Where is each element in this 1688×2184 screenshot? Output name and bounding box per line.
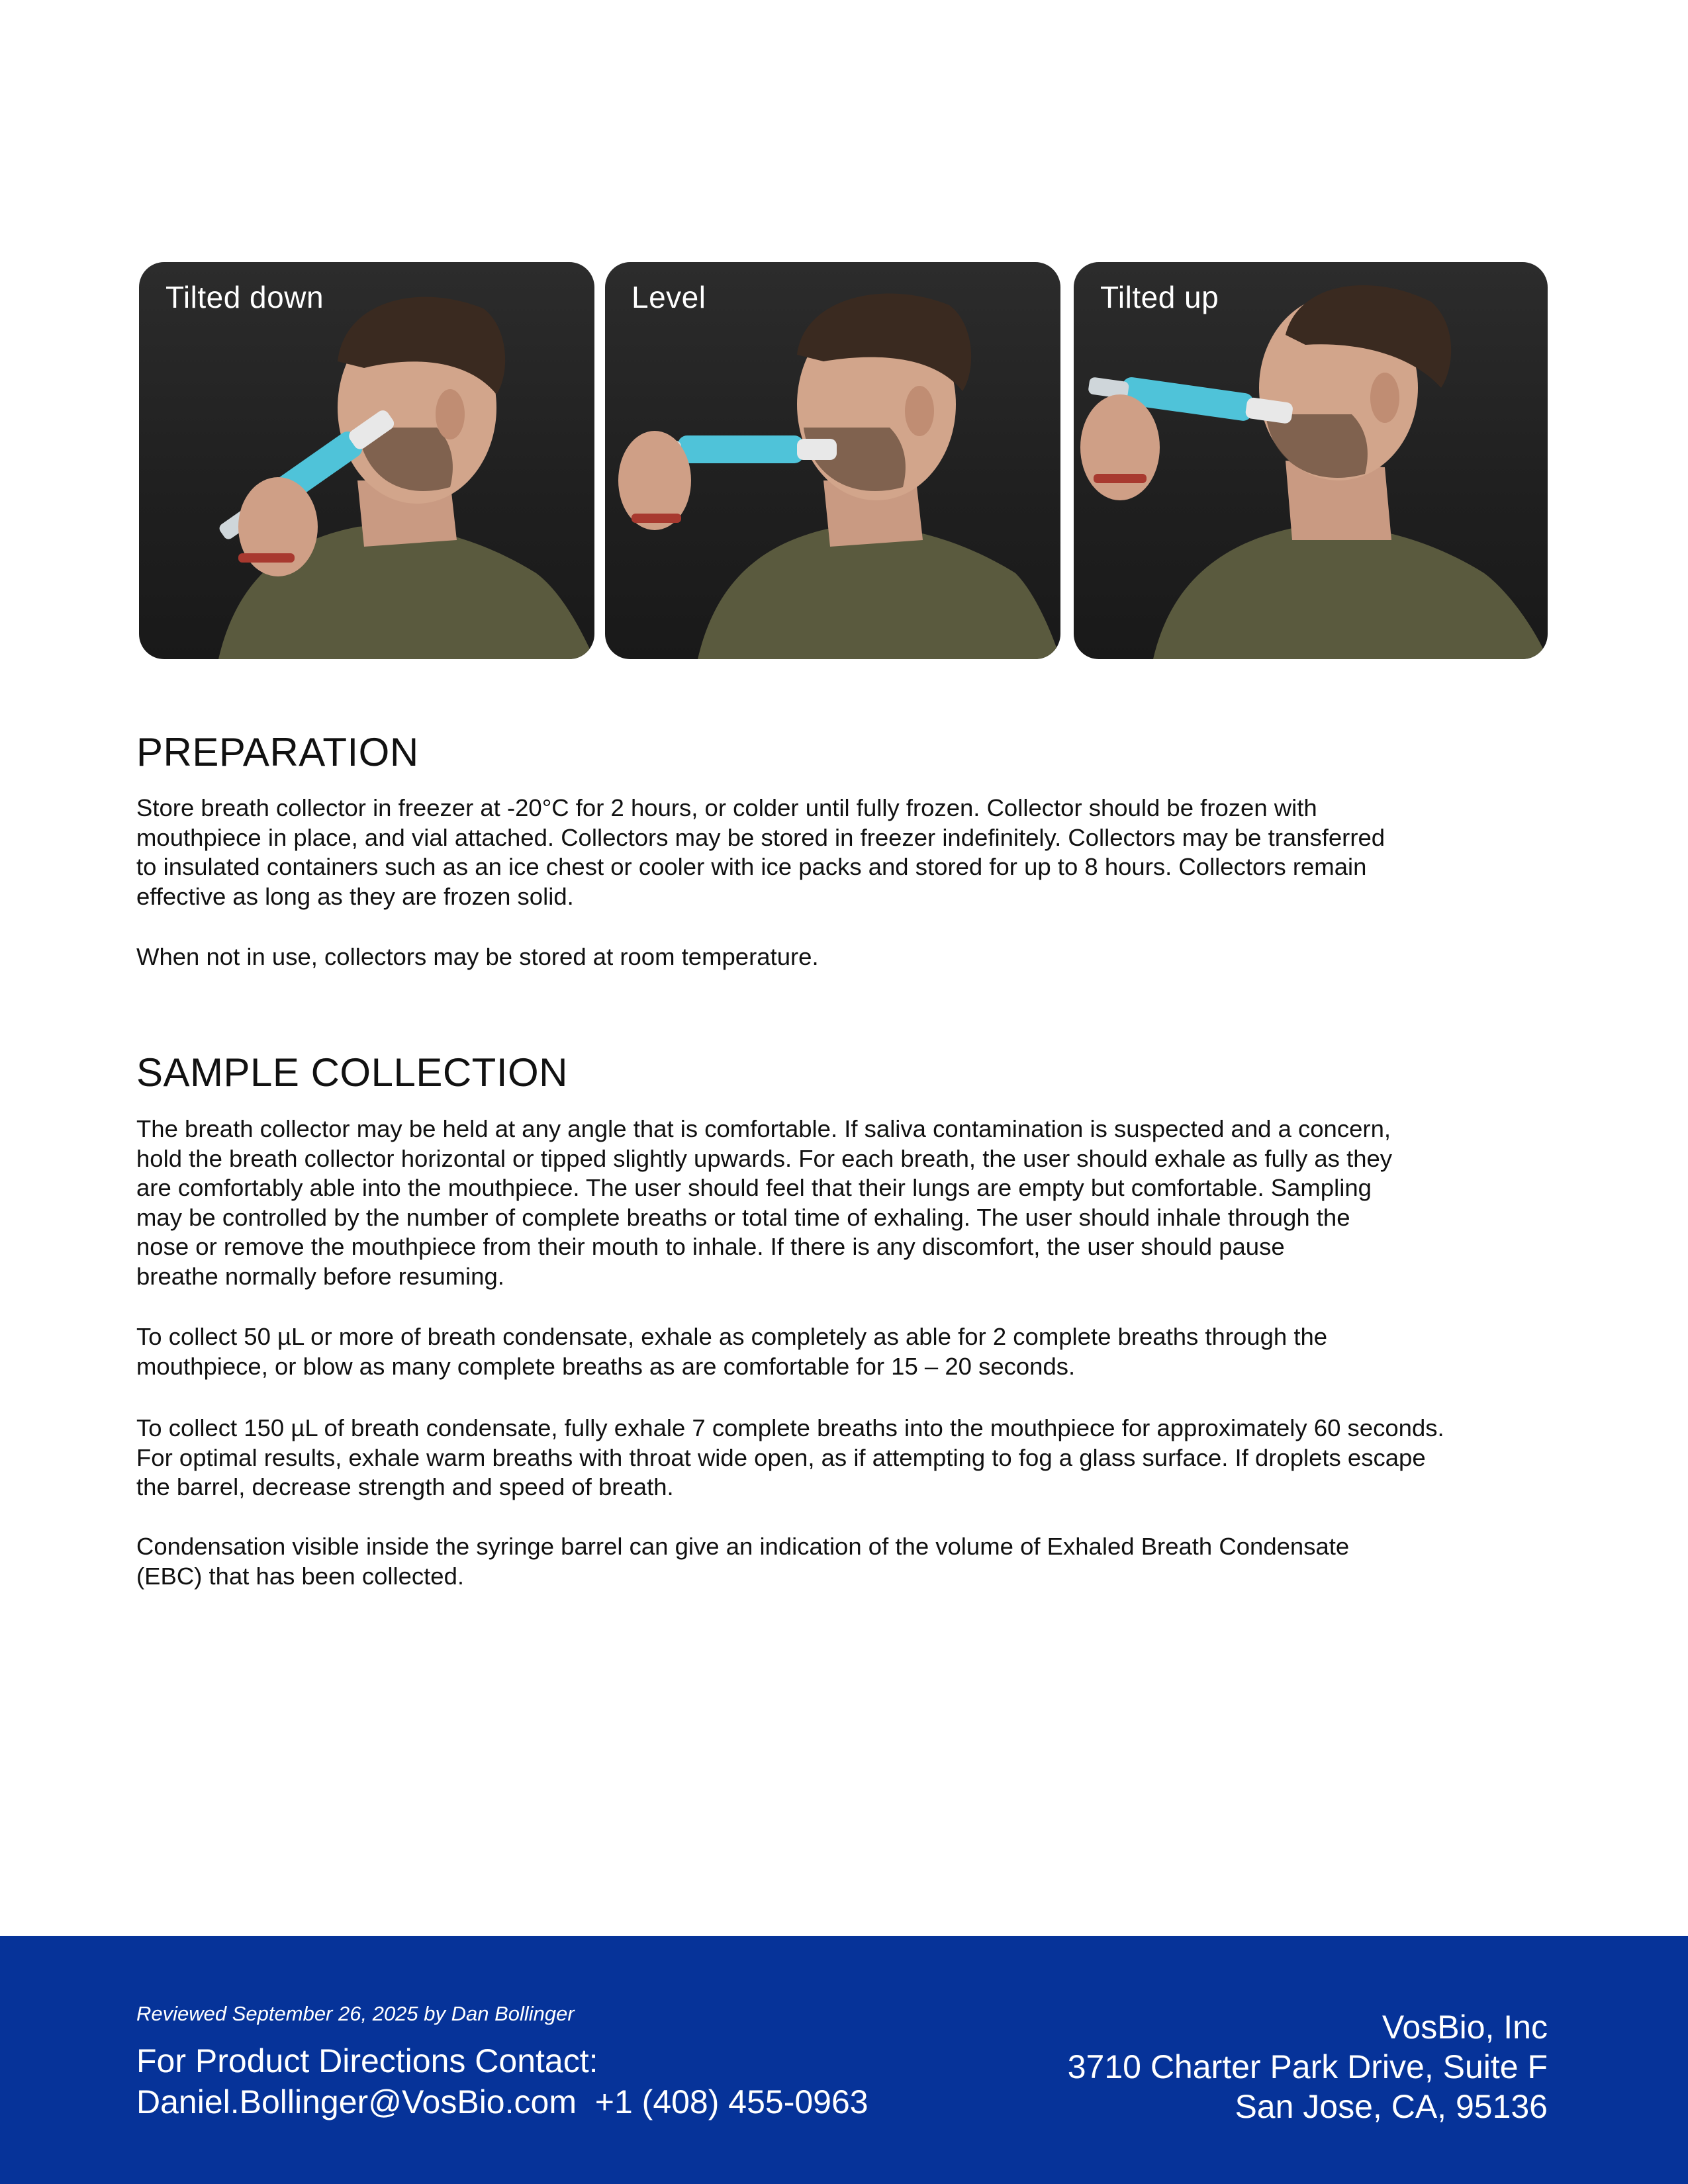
sample-collection-paragraph: To collect 150 µL of breath condensate, fully exhale 7 complete breaths into the mouthpiece for approximately 60 seconds. For optimal results, exhale warm breaths with throat wide open, as if attempting to fog a glass surface. If droplets escape the barrel, decrease strength and speed of breath.	[136, 1414, 1444, 1500]
photo-label-level: Level	[632, 280, 706, 314]
preparation-paragraph: Store breath collector in freezer at -20°C for 2 hours, or colder until fully frozen. Collector should be frozen with mouthpiece in place, and vial attached. Collectors may be stored in freezer indefinitely. Collectors may be transferred to insulated containers such as an ice chest or cooler with ice packs and stored for up to 8 hours. Collectors remain effective as long as they are frozen solid.	[136, 794, 1385, 910]
sample-collection-paragraph: To collect 50 µL or more of breath condensate, exhale as completely as able for 2 complete breaths through the mouthpiece, or blow as many complete breaths as are comfortable for 15 – 20 seconds.	[136, 1323, 1328, 1380]
preparation-paragraph: When not in use, collectors may be stored at room temperature.	[136, 943, 819, 970]
photo-tilted-up	[1074, 262, 1548, 659]
person-tilted-down-illustration	[139, 262, 594, 659]
reviewed-note: Reviewed September 26, 2025 by Dan Bollinger	[136, 2002, 575, 2025]
person-tilted-up-illustration	[1074, 262, 1548, 659]
photo-tilted-down	[139, 262, 594, 659]
sample-collection-heading: SAMPLE COLLECTION	[136, 1050, 569, 1095]
email-link[interactable]: Daniel.Bollinger@VosBio.com	[136, 2083, 577, 2120]
photo-label-tilted-down: Tilted down	[165, 280, 324, 314]
address-line-1: 3710 Charter Park Drive, Suite F	[1067, 2048, 1548, 2085]
contact-label: For Product Directions Contact:	[136, 2042, 598, 2079]
photo-label-tilted-up: Tilted up	[1100, 280, 1219, 314]
photo-level	[605, 262, 1060, 659]
phone-number[interactable]: +1 (408) 455-0963	[594, 2083, 868, 2120]
company-name: VosBio, Inc	[1382, 2009, 1548, 2046]
company-address	[1068, 2007, 1548, 2126]
preparation-heading: PREPARATION	[136, 730, 419, 774]
sample-collection-paragraph: The breath collector may be held at any angle that is comfortable. If saliva contamination is suspected and a concern, hold the breath collector horizontal or tipped slightly upwards. For each breath, the user should exhale as fully as they are comfortably able into the mouthpiece. The user should feel that their lungs are empty but comfortable. Sampling may be controlled by the number of complete breaths or total time of exhaling. The user should inhale through the nose or remove the mouthpiece from their mouth to inhale. If there is any discomfort, the user should pause breathe normally before resuming.	[136, 1115, 1393, 1290]
sample-collection-paragraph: Condensation visible inside the syringe barrel can give an indication of the volume of Exhaled Breath Condensate (EBC) that has been collected.	[136, 1533, 1350, 1590]
address-line-2: San Jose, CA, 95136	[1235, 2088, 1548, 2125]
footer	[0, 1936, 1688, 2184]
contact-line	[136, 2083, 868, 2121]
person-level-illustration	[605, 262, 1060, 659]
